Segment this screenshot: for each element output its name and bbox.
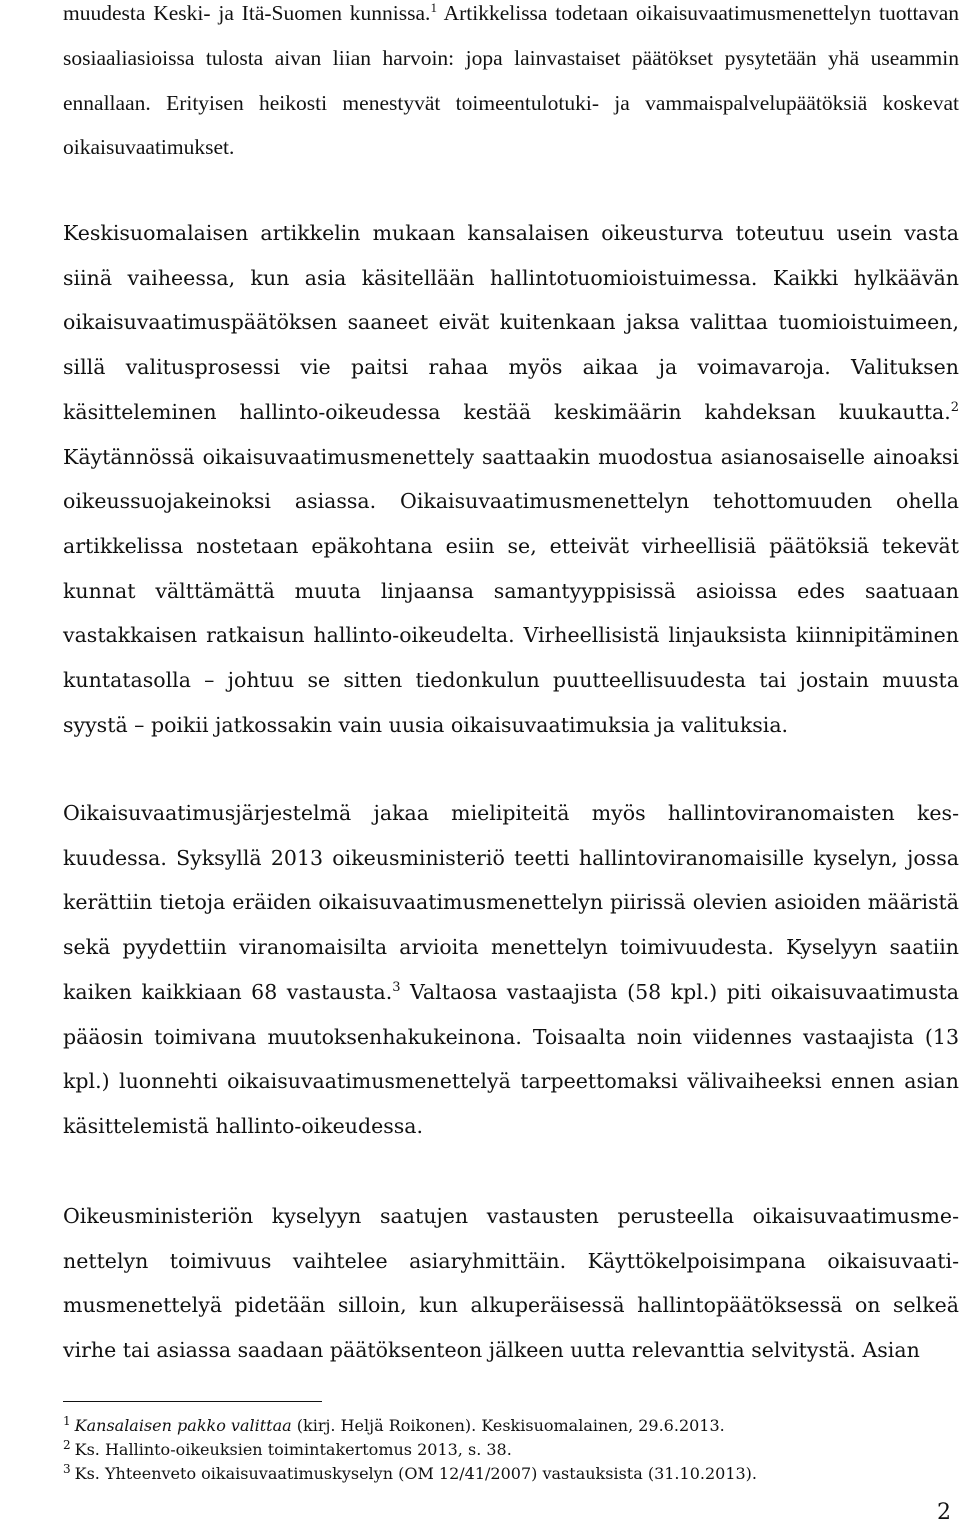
paragraph-text: Käytännössä oikaisuvaatimusmenettely saattaakin muodostua asianosaiselle ainoaksi oikeussuojakeinoksi asiassa. Oikaisuvaatimusmenettelyn tehottomuuden ohella artikkelissa nostetaan epäkohtana esiin se, etteivät virheellisiä päätöksiä tekevät kunnat välttämättä muuta linjaansa samantyyppisissä asioissa edes saatuaan vastakkaisen ratkaisun hallinto-oikeudelta. Virheellisistä linjauksista kiinnipitäminen kuntatasolla – johtuu se sitten tiedonkulun puutteellisuudesta tai jostain muusta syystä – poikii jatkossakin vain uusia oikaisuvaatimuksia ja valituksia. — [63, 444, 959, 737]
body-paragraph — [63, 791, 959, 1149]
footnote-text: Ks. Hallinto-oikeuksien toimintakertomus 2013, s. 38. — [74, 1440, 512, 1459]
paragraph-text: Oikeusministeriön kyselyyn saatujen vastausten perusteella oikaisuvaatimusmenettelyn toimivuus vaihtelee asiaryhmittäin. Käyttökelpoisimpana oikaisuvaatimusmenettelyä pidetään silloin, kun alkuperäisessä hallintopäätöksessä on selkeä virhe tai asiassa saadaan päätöksenteon jälkeen uutta relevanttia selvitystä. Asian — [63, 1204, 959, 1363]
footnote-number: 2 — [63, 1437, 71, 1452]
page-number: 2 — [937, 1500, 951, 1525]
footnote-divider — [63, 1401, 322, 1402]
paragraph-text: Artikkelissa todetaan oikaisuvaatimusmenettelyn tuottavan sosiaaliasioissa tulosta aivan liian harvoin: jopa lainvastaiset päätökset pysytetään yhä useammin ennallaan. Erityisen heikosti menestyvät toimeentulotuki- ja vammaispalvelupäätöksiä koskevat oikaisuvaatimukset. — [63, 1, 959, 160]
paragraph-text: muudesta Keski- ja Itä-Suomen kunnissa. — [63, 1, 431, 25]
footnote-text: (kirj. Heljä Roikonen). Keskisuomalainen, 29.6.2013. — [291, 1416, 725, 1435]
footnote-number: 1 — [63, 1413, 71, 1428]
footnote-text: Ks. Yhteenveto oikaisuvaatimuskyselyn (OM 12/41/2007) vastauksista (31.10.2013). — [74, 1464, 758, 1483]
paragraph-text: Keskisuomalaisen artikkelin mukaan kansalaisen oikeusturva toteutuu usein vasta siinä vaiheessa, kun asia käsitellään hallintotuomioistuimessa. Kaikki hylkäävän oikaisuvaatimuspäätöksen saaneet eivät kuitenkaan jaksa valittaa tuomioistuimeen, sillä valitusprosessi vie paitsi rahaa myös aikaa ja voimavaroja. Valituksen käsitteleminen hallinto-oikeudessa kestää keskimäärin kahdeksan kuukautta. — [63, 221, 959, 424]
body-paragraph — [63, 0, 959, 170]
footnote-reference[interactable]: 2 — [950, 399, 959, 415]
footnote-item — [63, 1462, 943, 1486]
footnote-reference[interactable]: 1 — [430, 0, 437, 15]
body-paragraph — [63, 211, 959, 747]
body-paragraph — [63, 1194, 959, 1373]
footnote-number: 3 — [63, 1461, 71, 1476]
footnote-title: Kansalaisen pakko valittaa — [74, 1416, 292, 1435]
paragraph-text: Oikaisuvaatimusjärjestelmä jakaa mielipiteitä myös hallintoviranomaisten keskuudessa. Syksyllä 2013 oikeusministeriö teetti hallintoviranomaisille kyselyn, jossa kerättiin tietoja eräiden oikaisuvaatimusmenettelyn piirissä olevien asioiden määristä sekä pyydettiin viranomaisilta arvioita menettelyn toimivuudesta. Kyselyyn saatiin kaiken kaikkiaan 68 vastausta. — [63, 801, 959, 1004]
footnote-item — [63, 1438, 943, 1462]
footnote-reference[interactable]: 3 — [392, 979, 401, 995]
footnote-item — [63, 1414, 943, 1438]
footnote-list — [63, 1414, 943, 1486]
paragraph-text: Valtaosa vastaajista (58 kpl.) piti oikaisuvaatimusta pääosin toimivana muutoksenhakukeinona. Toisaalta noin viidennes vastaajista (13 kpl.) luonnehti oikaisuvaatimusmenettelyä tarpeettomaksi välivaiheeksi ennen asian käsittelemistä hallinto-oikeudessa. — [63, 979, 959, 1138]
